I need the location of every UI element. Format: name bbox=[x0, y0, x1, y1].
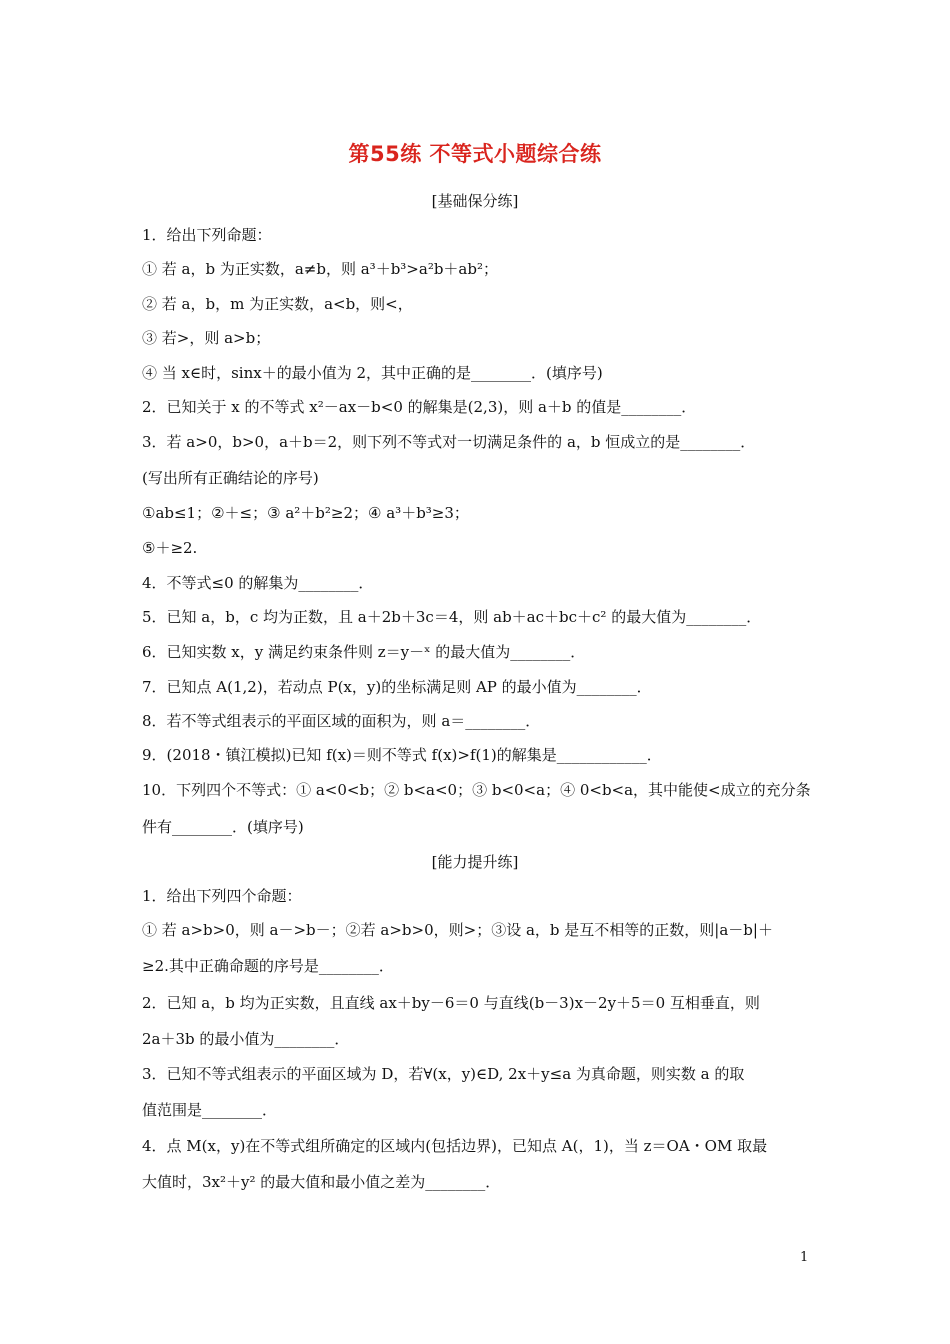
section-heading-advanced: [能力提升练] bbox=[431, 853, 519, 871]
basic-line: 件有________．(填序号) bbox=[142, 818, 304, 836]
advanced-line: 值范围是________． bbox=[142, 1101, 278, 1119]
basic-line: 4．不等式≤0 的解集为________． bbox=[142, 574, 374, 592]
section-heading-basic: [基础保分练] bbox=[431, 192, 519, 210]
advanced-line: 2a＋3b 的最小值为________． bbox=[142, 1030, 350, 1048]
advanced-line: ≥2.其中正确命题的序号是________． bbox=[142, 957, 394, 975]
advanced-line: 3．已知不等式组表示的平面区域为 D，若∀(x，y)∈D, 2x＋y≤a 为真命题，则实数 a 的取 bbox=[142, 1065, 745, 1083]
page-number: 1 bbox=[800, 1250, 809, 1265]
basic-line: 9．(2018・镇江模拟)已知 f(x)＝则不等式 f(x)>f(1)的解集是____________． bbox=[142, 746, 662, 764]
basic-line: 3．若 a>0，b>0，a＋b＝2，则下列不等式对一切满足条件的 a，b 恒成立的是________． bbox=[142, 433, 756, 451]
advanced-line: ① 若 a>b>0，则 a－>b－；②若 a>b>0，则>；③设 a，b 是互不相等的正数，则|a－b|＋ bbox=[142, 921, 773, 939]
basic-line: ④ 当 x∈时，sinx＋的最小值为 2，其中正确的是________．(填序号) bbox=[142, 364, 603, 382]
basic-line: ①ab≤1；②＋≤；③ a²＋b²≥2；④ a³＋b³≥3； bbox=[142, 504, 469, 522]
basic-line: ③ 若>，则 a>b； bbox=[142, 329, 271, 347]
basic-line: 1．给出下列命题： bbox=[142, 226, 272, 244]
advanced-line: 大值时，3x²＋y² 的最大值和最小值之差为________． bbox=[142, 1173, 501, 1191]
basic-line: ⑤＋≥2. bbox=[142, 539, 198, 557]
advanced-line: 4．点 M(x，y)在不等式组所确定的区域内(包括边界)，已知点 A(，1)，当 z＝OA・OM 取最 bbox=[142, 1137, 768, 1155]
basic-line: 10．下列四个不等式：① a<0<b；② b<a<0；③ b<0<a；④ 0<b<a，其中能使<成立的充分条 bbox=[142, 781, 811, 799]
page-title: 第55练 不等式小题综合练 bbox=[348, 142, 602, 166]
basic-line: 7．已知点 A(1,2)，若动点 P(x，y)的坐标满足则 AP 的最小值为________． bbox=[142, 678, 652, 696]
advanced-line: 1．给出下列四个命题： bbox=[142, 887, 302, 905]
basic-line: 8．若不等式组表示的平面区域的面积为，则 a＝________． bbox=[142, 712, 541, 730]
basic-line: 5．已知 a，b，c 均为正数，且 a＋2b＋3c＝4，则 ab＋ac＋bc＋c² 的最大值为________． bbox=[142, 608, 762, 626]
basic-line: 2．已知关于 x 的不等式 x²－ax－b<0 的解集是(2,3)，则 a＋b 的值是________． bbox=[142, 398, 697, 416]
basic-line: (写出所有正确结论的序号) bbox=[142, 469, 319, 487]
basic-line: 6．已知实数 x，y 满足约束条件则 z＝y－ˣ 的最大值为________． bbox=[142, 643, 586, 661]
advanced-line: 2．已知 a，b 均为正实数，且直线 ax＋by－6＝0 与直线(b－3)x－2y＋5＝0 互相垂直，则 bbox=[142, 994, 760, 1012]
basic-line: ① 若 a，b 为正实数，a≠b，则 a³＋b³>a²b＋ab²； bbox=[142, 260, 498, 278]
basic-line: ② 若 a，b，m 为正实数，a<b，则<， bbox=[142, 295, 413, 313]
